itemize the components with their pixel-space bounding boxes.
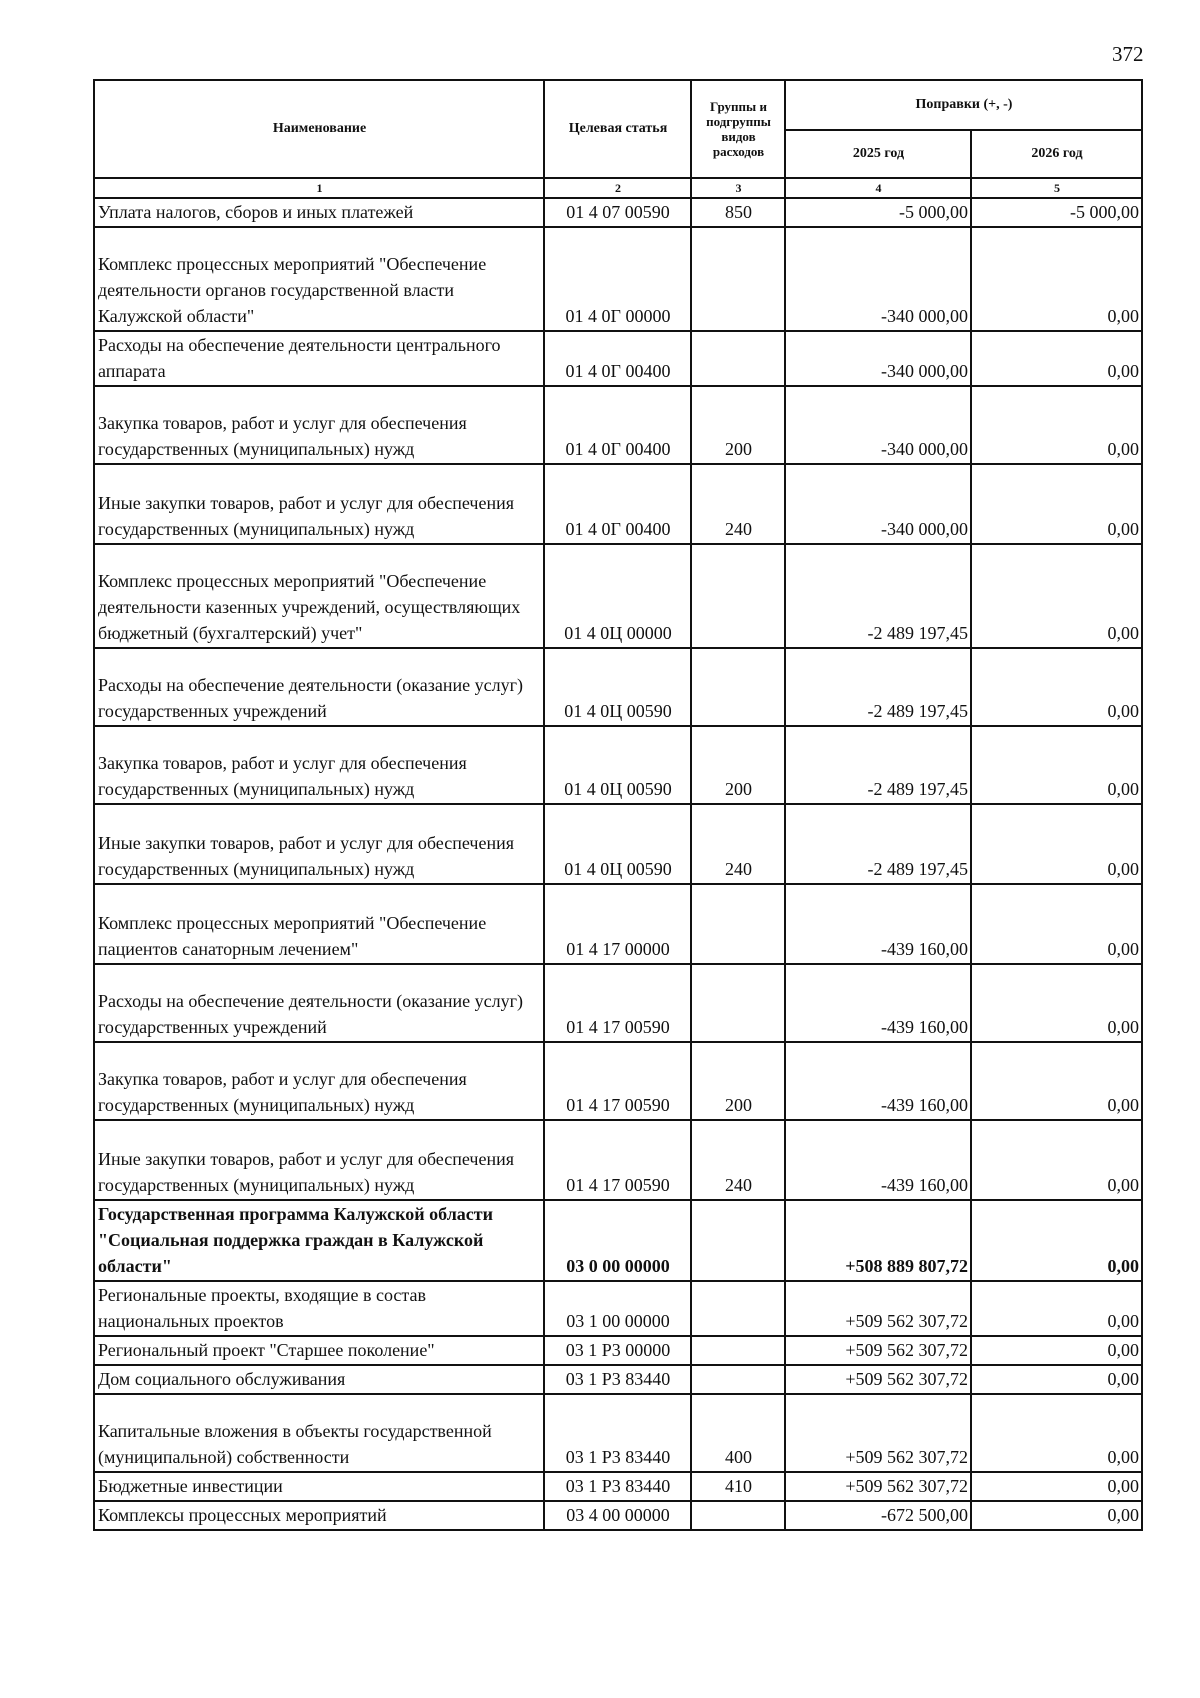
row-expense-group-cell [691,1501,785,1530]
row-target-article-cell: 03 0 00 00000 [544,1200,691,1281]
row-amount-2025-cell: -5 000,00 [785,198,971,227]
table-row [94,544,1142,648]
row-amount-2025-cell: +509 562 307,72 [785,1281,971,1336]
row-name-cell: Расходы на обеспечение деятельности центрального аппарата [94,331,544,386]
header-year-2025: 2025 год [785,130,971,178]
row-amount-2025-cell: +509 562 307,72 [785,1336,971,1365]
row-name-cell: Закупка товаров, работ и услуг для обеспечения государственных (муниципальных) нужд [94,386,544,464]
row-expense-group-cell: 200 [691,726,785,804]
row-amount-2025-cell: +509 562 307,72 [785,1365,971,1394]
table-row [94,1336,1142,1365]
column-number: 4 [785,178,971,198]
row-target-article-cell: 01 4 0Ц 00590 [544,726,691,804]
header-target-article: Целевая статья [544,80,691,178]
row-name-cell: Комплексы процессных мероприятий [94,1501,544,1530]
table-row [94,1200,1142,1281]
row-amount-2026-cell: 0,00 [971,1120,1142,1200]
row-target-article-cell: 03 1 00 00000 [544,1281,691,1336]
row-expense-group-cell [691,1200,785,1281]
row-expense-group-cell: 410 [691,1472,785,1501]
row-amount-2026-cell: -5 000,00 [971,198,1142,227]
row-name-cell: Расходы на обеспечение деятельности (оказание услуг) государственных учреждений [94,964,544,1042]
row-expense-group-cell: 240 [691,804,785,884]
row-amount-2025-cell: -672 500,00 [785,1501,971,1530]
row-amount-2026-cell: 0,00 [971,1042,1142,1120]
row-target-article-cell: 03 1 Р3 83440 [544,1394,691,1472]
row-expense-group-cell [691,648,785,726]
row-name-cell: Закупка товаров, работ и услуг для обеспечения государственных (муниципальных) нужд [94,726,544,804]
row-amount-2025-cell: -340 000,00 [785,464,971,544]
table-row [94,386,1142,464]
row-name-cell: Иные закупки товаров, работ и услуг для обеспечения государственных (муниципальных) нужд [94,804,544,884]
header-name: Наименование [94,80,544,178]
row-name-cell: Бюджетные инвестиции [94,1472,544,1501]
table-row [94,1501,1142,1530]
row-amount-2025-cell: -2 489 197,45 [785,804,971,884]
header-year-2026: 2026 год [971,130,1142,178]
header-expense-groups: Группы и подгруппы видов расходов [691,80,785,178]
row-amount-2026-cell: 0,00 [971,964,1142,1042]
row-amount-2026-cell: 0,00 [971,331,1142,386]
row-name-cell: Иные закупки товаров, работ и услуг для обеспечения государственных (муниципальных) нужд [94,1120,544,1200]
row-target-article-cell: 01 4 17 00590 [544,1120,691,1200]
row-name-cell: Региональный проект "Старшее поколение" [94,1336,544,1365]
row-amount-2026-cell: 0,00 [971,464,1142,544]
row-amount-2026-cell: 0,00 [971,884,1142,964]
row-target-article-cell: 01 4 17 00590 [544,964,691,1042]
row-expense-group-cell [691,227,785,331]
table-row [94,648,1142,726]
row-amount-2025-cell: -439 160,00 [785,1120,971,1200]
row-name-cell: Комплекс процессных мероприятий "Обеспечение деятельности казенных учреждений, осуществляющих бюджетный (бухгалтерский) учет" [94,544,544,648]
row-target-article-cell: 01 4 0Г 00400 [544,464,691,544]
column-number: 2 [544,178,691,198]
row-amount-2026-cell: 0,00 [971,648,1142,726]
row-name-cell: Комплекс процессных мероприятий "Обеспечение пациентов санаторным лечением" [94,884,544,964]
row-amount-2025-cell: -439 160,00 [785,884,971,964]
row-target-article-cell: 01 4 0Ц 00000 [544,544,691,648]
row-amount-2026-cell: 0,00 [971,1336,1142,1365]
row-amount-2026-cell: 0,00 [971,386,1142,464]
row-name-cell: Иные закупки товаров, работ и услуг для обеспечения государственных (муниципальных) нужд [94,464,544,544]
row-target-article-cell: 03 1 Р3 83440 [544,1472,691,1501]
row-target-article-cell: 01 4 17 00590 [544,1042,691,1120]
row-target-article-cell: 01 4 0Г 00000 [544,227,691,331]
row-name-cell: Уплата налогов, сборов и иных платежей [94,198,544,227]
row-amount-2025-cell: -439 160,00 [785,964,971,1042]
row-amount-2025-cell: -439 160,00 [785,1042,971,1120]
page-number: 372 [1112,42,1144,66]
row-target-article-cell: 03 1 Р3 83440 [544,1365,691,1394]
table-row [94,1281,1142,1336]
row-expense-group-cell: 240 [691,1120,785,1200]
row-expense-group-cell [691,544,785,648]
row-amount-2026-cell: 0,00 [971,1365,1142,1394]
row-target-article-cell: 01 4 0Ц 00590 [544,648,691,726]
row-name-cell: Комплекс процессных мероприятий "Обеспечение деятельности органов государственной власти Калужской области" [94,227,544,331]
row-expense-group-cell [691,1281,785,1336]
row-expense-group-cell: 200 [691,386,785,464]
budget-amendments-table [93,79,1143,1531]
row-amount-2025-cell: -2 489 197,45 [785,648,971,726]
column-number: 1 [94,178,544,198]
row-name-cell: Дом социального обслуживания [94,1365,544,1394]
row-target-article-cell: 03 4 00 00000 [544,1501,691,1530]
row-expense-group-cell: 200 [691,1042,785,1120]
row-name-cell: Закупка товаров, работ и услуг для обеспечения государственных (муниципальных) нужд [94,1042,544,1120]
row-amount-2026-cell: 0,00 [971,804,1142,884]
row-amount-2026-cell: 0,00 [971,1501,1142,1530]
row-name-cell: Региональные проекты, входящие в состав национальных проектов [94,1281,544,1336]
row-amount-2026-cell: 0,00 [971,1472,1142,1501]
table-row [94,726,1142,804]
row-target-article-cell: 01 4 17 00000 [544,884,691,964]
table-row [94,884,1142,964]
table-row [94,1120,1142,1200]
table-row [94,804,1142,884]
row-target-article-cell: 01 4 0Ц 00590 [544,804,691,884]
row-amount-2026-cell: 0,00 [971,1394,1142,1472]
column-number: 3 [691,178,785,198]
row-amount-2025-cell: -340 000,00 [785,386,971,464]
column-number: 5 [971,178,1142,198]
table-row [94,964,1142,1042]
row-amount-2025-cell: +509 562 307,72 [785,1472,971,1501]
row-amount-2026-cell: 0,00 [971,1281,1142,1336]
row-expense-group-cell: 400 [691,1394,785,1472]
header-amendments: Поправки (+, -) [785,80,1142,130]
table-row [94,331,1142,386]
row-name-cell: Капитальные вложения в объекты государственной (муниципальной) собственности [94,1394,544,1472]
row-expense-group-cell: 850 [691,198,785,227]
row-target-article-cell: 01 4 0Г 00400 [544,331,691,386]
row-amount-2026-cell: 0,00 [971,726,1142,804]
row-amount-2026-cell: 0,00 [971,544,1142,648]
row-target-article-cell: 01 4 0Г 00400 [544,386,691,464]
row-amount-2025-cell: -340 000,00 [785,331,971,386]
table-row [94,227,1142,331]
table-row [94,1042,1142,1120]
row-expense-group-cell: 240 [691,464,785,544]
row-amount-2025-cell: +508 889 807,72 [785,1200,971,1281]
table-row [94,198,1142,227]
row-amount-2026-cell: 0,00 [971,227,1142,331]
row-target-article-cell: 01 4 07 00590 [544,198,691,227]
table-row [94,464,1142,544]
row-amount-2025-cell: -2 489 197,45 [785,726,971,804]
row-amount-2026-cell: 0,00 [971,1200,1142,1281]
table-row [94,1472,1142,1501]
row-target-article-cell: 03 1 Р3 00000 [544,1336,691,1365]
row-amount-2025-cell: +509 562 307,72 [785,1394,971,1472]
row-amount-2025-cell: -2 489 197,45 [785,544,971,648]
row-expense-group-cell [691,1365,785,1394]
row-expense-group-cell [691,331,785,386]
row-expense-group-cell [691,1336,785,1365]
row-name-cell: Расходы на обеспечение деятельности (оказание услуг) государственных учреждений [94,648,544,726]
table-row [94,1394,1142,1472]
row-expense-group-cell [691,884,785,964]
table-row [94,1365,1142,1394]
row-amount-2025-cell: -340 000,00 [785,227,971,331]
row-expense-group-cell [691,964,785,1042]
row-name-cell: Государственная программа Калужской области "Социальная поддержка граждан в Калужской области" [94,1200,544,1281]
